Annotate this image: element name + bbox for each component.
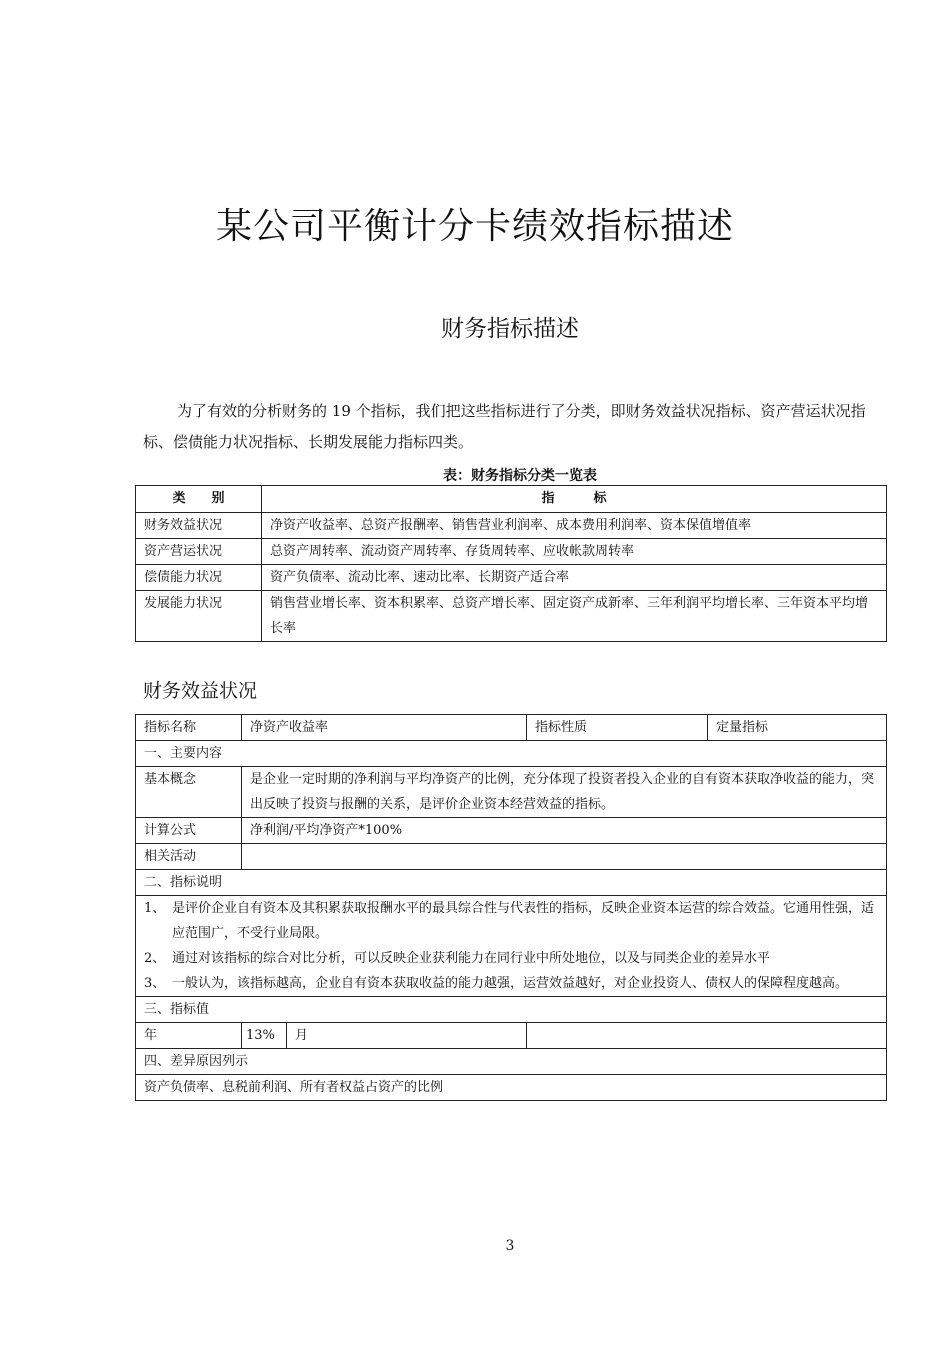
list-item: [144, 971, 878, 996]
year-label: 年: [136, 1023, 242, 1049]
list-item: [144, 896, 878, 946]
year-value: 13%: [242, 1023, 287, 1049]
concept-label: 基本概念: [136, 767, 242, 818]
value-heading: 三、指标值: [136, 997, 887, 1023]
formula-label: 计算公式: [136, 818, 242, 844]
document-title: 某公司平衡计分卡绩效指标描述: [215, 206, 734, 247]
list-text: 是评价企业自有资本及其积累获取报酬水平的最具综合性与代表性的指标，反映企业资本运营的综合效益。它通用性强，适应范围广，不受行业局限。: [172, 901, 875, 941]
column-header-category: 类 别: [136, 486, 262, 513]
concept-value: 是企业一定时期的净利润与平均净资产的比例，充分体现了投资者投入企业的自有资本获取净收益的能力，突出反映了投资与报酬的关系，是评价企业资本经营效益的指标。: [242, 767, 887, 818]
list-number: 2、: [144, 951, 166, 966]
kpi-detail-table: [135, 714, 887, 1101]
section-row: [136, 997, 887, 1023]
reasons-heading: 四、差异原因列示: [136, 1049, 887, 1075]
name-label: 指标名称: [136, 715, 242, 741]
formula-value: 净利润/平均净资产*100%: [242, 818, 887, 844]
section-row: [136, 1049, 887, 1075]
table-row: [136, 539, 887, 565]
table-row: [136, 513, 887, 539]
formula-row: [136, 818, 887, 844]
indicators-cell: 资产负债率、流动比率、速动比率、长期资产适合率: [262, 565, 887, 591]
table-header-row: [136, 486, 887, 513]
section-row: [136, 870, 887, 896]
nature-label: 指标性质: [527, 715, 708, 741]
category-cell: 发展能力状况: [136, 591, 262, 642]
reasons-value: 资产负债率、息税前利润、所有者权益占资产的比例: [136, 1075, 887, 1101]
concept-row: [136, 767, 887, 818]
explanation-heading: 二、指标说明: [136, 870, 887, 896]
page-number: 3: [505, 1238, 515, 1254]
category-cell: 偿债能力状况: [136, 565, 262, 591]
table-row: [136, 591, 887, 642]
reasons-row: [136, 1075, 887, 1101]
activity-row: [136, 844, 887, 870]
kpi-name-row: [136, 715, 887, 741]
indicators-cell: 净资产收益率、总资产报酬率、销售营业利润率、成本费用利润率、资本保值增值率: [262, 513, 887, 539]
activity-value: [242, 844, 887, 870]
section-title: 财务效益状况: [143, 680, 258, 702]
notes-cell: [136, 896, 887, 997]
nature-value: 定量指标: [708, 715, 887, 741]
name-value: 净资产收益率: [242, 715, 527, 741]
month-label: 月: [287, 1023, 527, 1049]
section-row: [136, 741, 887, 767]
table-caption: 表：财务指标分类一览表: [443, 468, 597, 484]
intro-paragraph: 为了有效的分析财务的 19 个指标，我们把这些指标进行了分类，即财务效益状况指标、资产营运状况指标、偿债能力状况指标、长期发展能力指标四类。: [143, 402, 866, 451]
list-item: [144, 946, 878, 971]
main-content-heading: 一、主要内容: [136, 741, 887, 767]
category-cell: 资产营运状况: [136, 539, 262, 565]
column-header-indicators: 指 标: [262, 486, 887, 513]
category-table: [135, 485, 887, 642]
table-row: [136, 565, 887, 591]
notes-row: [136, 896, 887, 997]
list-text: 一般认为，该指标越高，企业自有资本获取收益的能力越强，运营效益越好，对企业投资人、债权人的保障程度越高。: [172, 976, 849, 991]
category-cell: 财务效益状况: [136, 513, 262, 539]
section-heading: 财务指标描述: [441, 316, 579, 342]
month-value: [527, 1023, 887, 1049]
list-number: 1、: [144, 901, 166, 916]
activity-label: 相关活动: [136, 844, 242, 870]
list-number: 3、: [144, 976, 166, 991]
value-row: [136, 1023, 887, 1049]
indicators-cell: 销售营业增长率、资本积累率、总资产增长率、固定资产成新率、三年利润平均增长率、三年资本平均增长率: [262, 591, 887, 642]
list-text: 通过对该指标的综合对比分析，可以反映企业获利能力在同行业中所处地位，以及与同类企业的差异水平: [172, 951, 771, 966]
indicators-cell: 总资产周转率、流动资产周转率、存货周转率、应收帐款周转率: [262, 539, 887, 565]
